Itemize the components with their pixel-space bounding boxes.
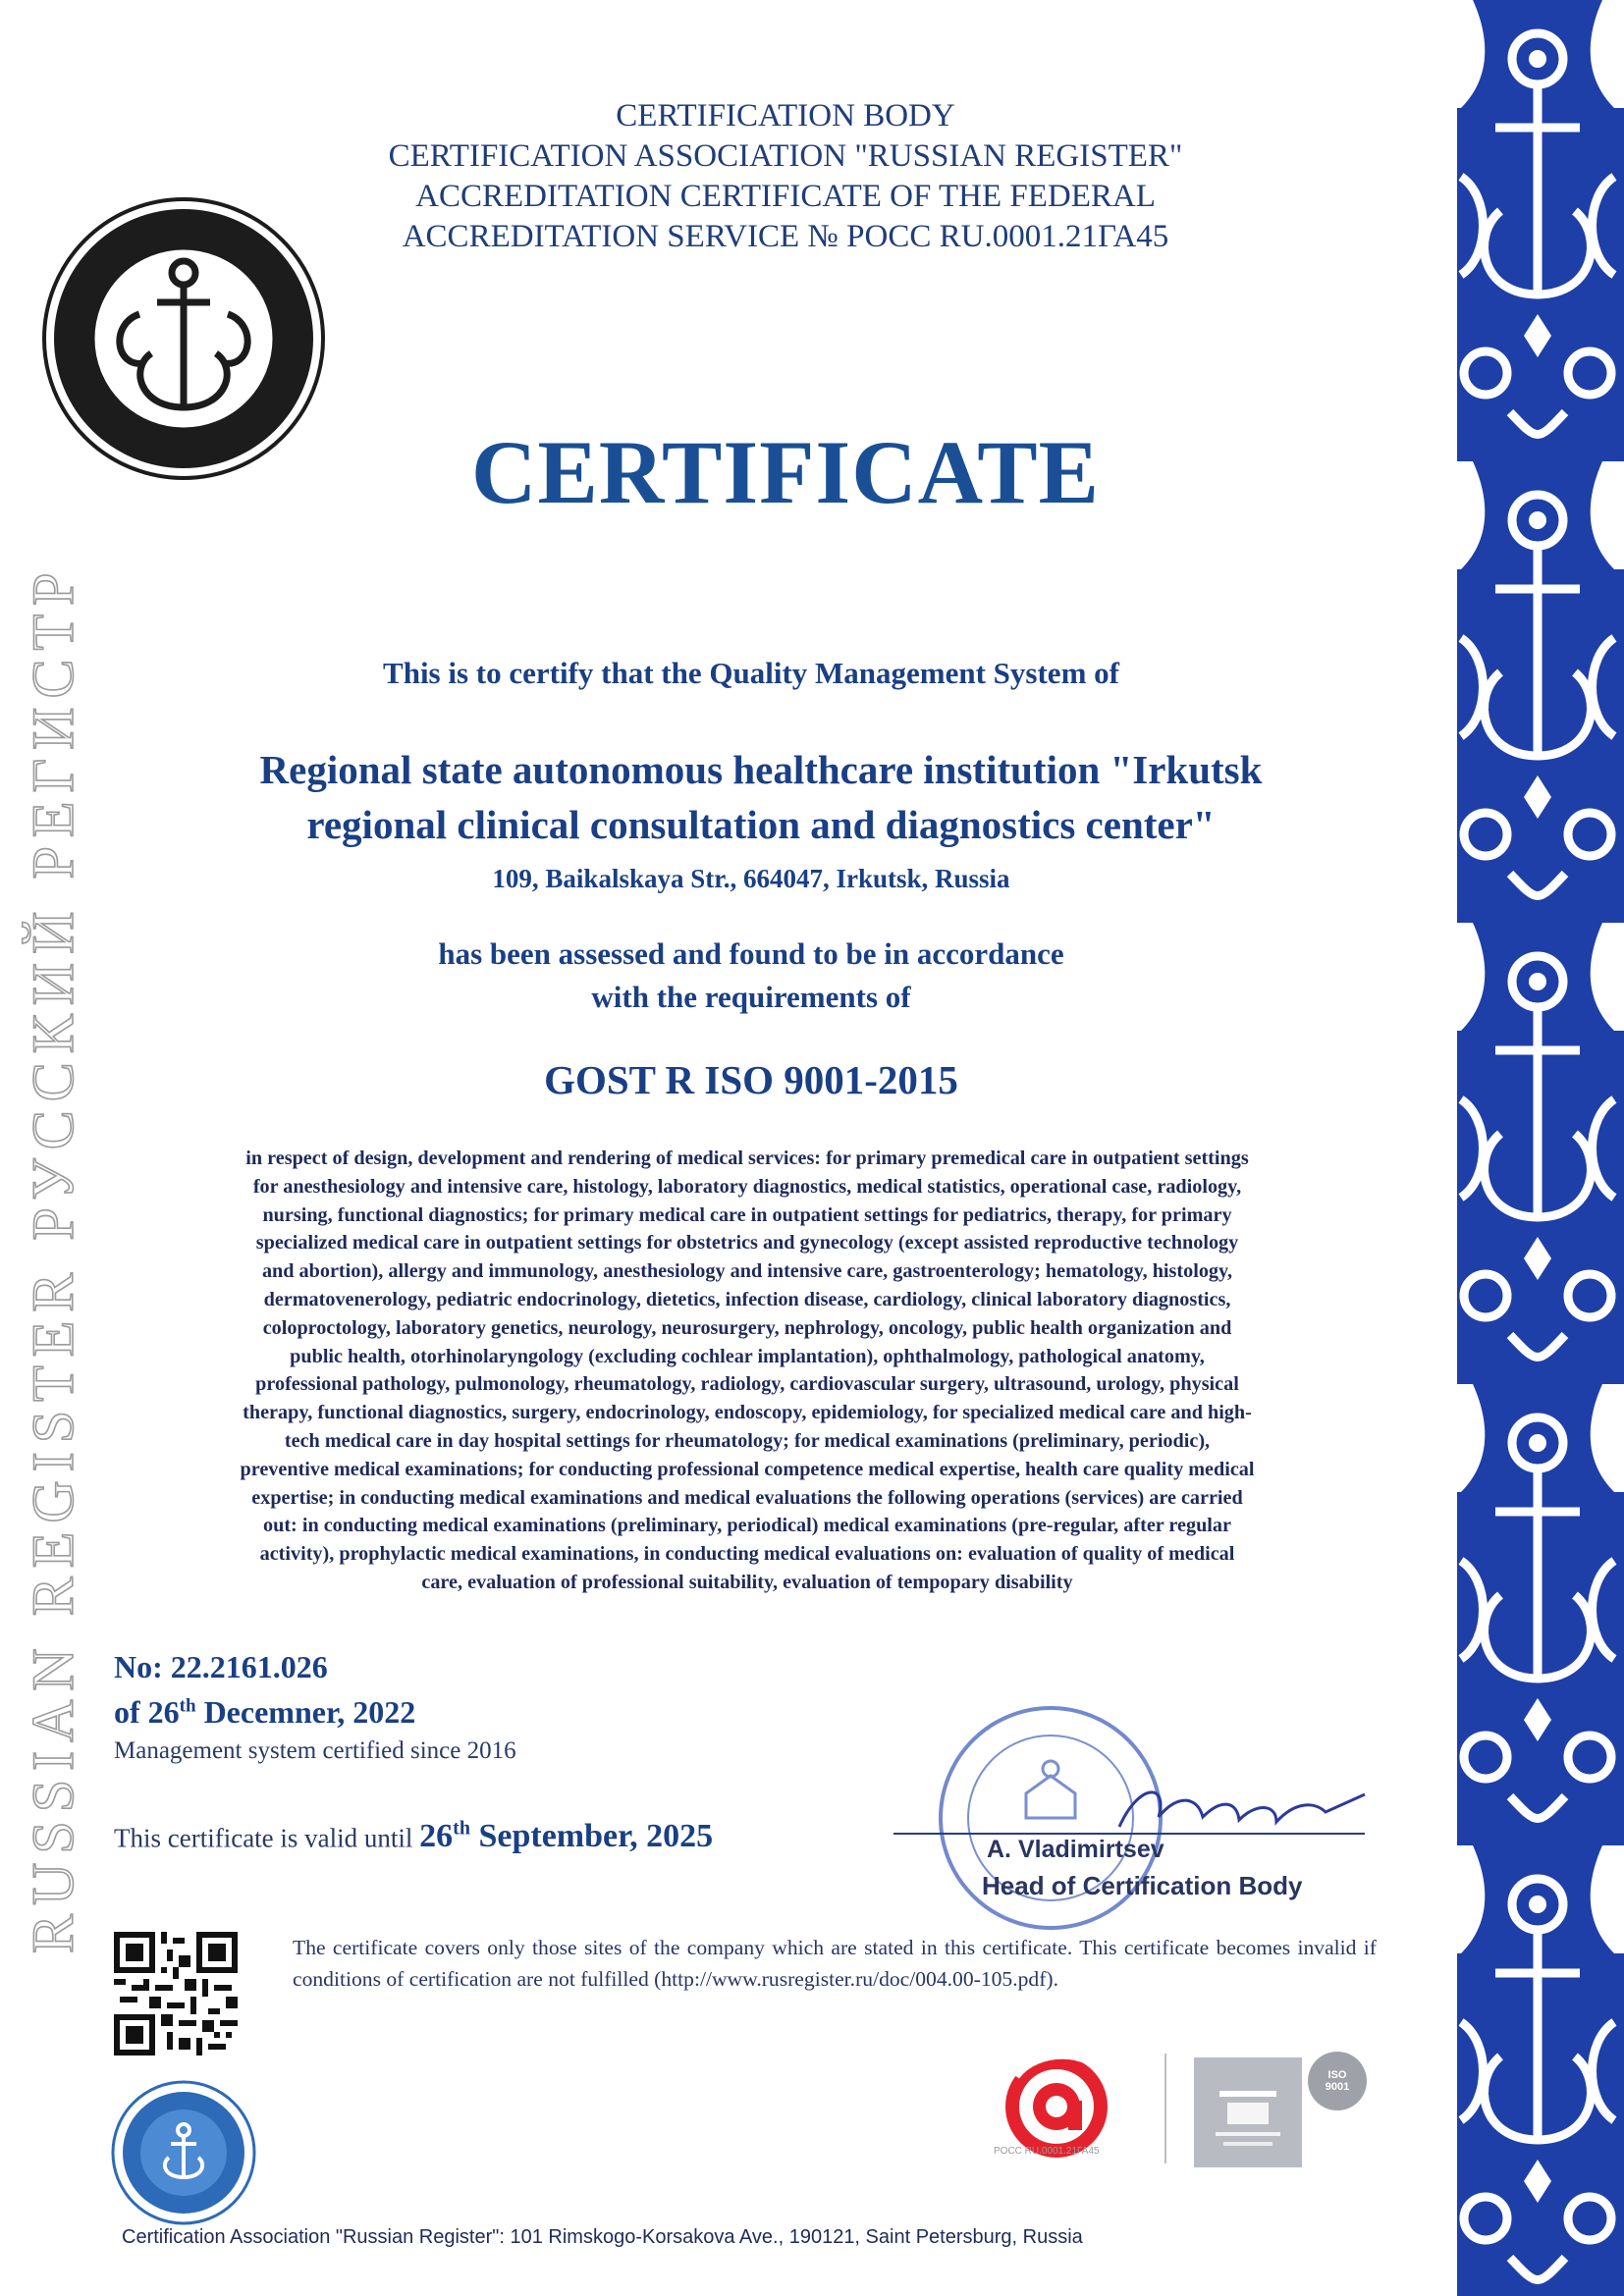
organization-name-line: Regional state autonomous healthcare institution "Irkutsk	[259, 747, 1263, 792]
certificate-date-sup: th	[179, 1695, 196, 1717]
certificate-date-suffix: Decemner, 2022	[195, 1694, 416, 1730]
scope-line: therapy, functional diagnostics, surgery, endocrinology, endoscopy, epidemiology, for specialized medical care and high-	[243, 1402, 1252, 1424]
scope-line: nursing, functional diagnostics; for primary medical care in outpatient settings for pediatrics, therapy, for primary	[262, 1203, 1232, 1226]
valid-prefix: This certificate is valid until	[114, 1823, 420, 1853]
iaf-mark	[1194, 2057, 1302, 2167]
organization-name	[118, 742, 1404, 852]
iaf-code: POCC RU.0001.21ГА45	[994, 2146, 1100, 2157]
certificate-notice: The certificate covers only those sites of the company which are stated in this certificate. This certificate becomes invalid if conditions of certification are not fulfilled (http://www.rusregister.ru/doc/004.00-105.pdf).	[293, 1936, 1377, 1991]
organization-name-line: regional clinical consultation and diagnostics center"	[306, 802, 1216, 847]
accreditation-logo	[998, 2050, 1115, 2160]
scope-of-certification	[110, 1145, 1384, 1597]
certificate-number: No: 22.2161.026	[114, 1649, 328, 1684]
assessment-line: with the requirements of	[591, 980, 911, 1014]
scope-line: for anesthesiology and intensive care, histology, laboratory diagnostics, medical statistics, operational case, radiology,	[252, 1175, 1242, 1198]
header-line: CERTIFICATION ASSOCIATION "RUSSIAN REGISTER"	[388, 138, 1183, 174]
iso-badge-text: ISO 9001	[1325, 2069, 1350, 2093]
validity-statement	[114, 1818, 713, 1855]
scope-line: activity), prophylactic medical examinations, in conducting medical evaluations on: evaluation of quality of medical	[259, 1543, 1235, 1566]
scope-line: preventive medical examinations; for conducting professional competence medical expertise, health care quality medical	[240, 1458, 1255, 1480]
signer-name: A. Vladimirtsev	[987, 1836, 1164, 1863]
russian-register-seal-logo	[41, 196, 326, 481]
footer-address: Certification Association "Russian Register": 101 Rimskogo-Korsakova Ave., 190121, Saint Petersburg, Russia	[122, 2226, 1083, 2248]
valid-day: 26	[419, 1818, 454, 1855]
scope-line: professional pathology, pulmonology, rheumatology, radiology, cardiovascular surgery, ultrasound, urology, physical	[255, 1373, 1239, 1396]
signer-title: Head of Certification Body	[982, 1871, 1303, 1900]
scope-line: expertise; in conducting medical examinations and medical evaluations the following operations (services) are carried	[251, 1486, 1243, 1509]
vertical-watermark: RUSSIAN REGISTER РУССКИЙ РЕГИСТР	[21, 563, 85, 1953]
standard-name: GOST R ISO 9001-2015	[544, 1057, 958, 1102]
header-line: ACCREDITATION CERTIFICATE OF THE FEDERAL	[415, 179, 1156, 214]
scope-line: care, evaluation of professional suitability, evaluation of tempopary disability	[421, 1571, 1073, 1593]
scope-line: coloproctology, laboratory genetics, neurology, neurosurgery, nephrology, oncology, public health organization and	[262, 1316, 1232, 1339]
scope-line: and abortion), allergy and immunology, anesthesiology and intensive care, gastroenterology; hematology, histology,	[261, 1260, 1233, 1283]
certification-body-header	[295, 96, 1276, 257]
valid-rest: September, 2025	[469, 1818, 714, 1855]
assessment-statement	[196, 933, 1306, 1019]
logo-divider	[1164, 2054, 1166, 2163]
header-line: CERTIFICATION BODY	[616, 98, 955, 133]
scope-line: dermatovenerology, pediatric endocrinology, dietetics, infection disease, cardiology, clinical laboratory diagnostics,	[263, 1288, 1231, 1310]
qr-code	[114, 1932, 238, 2056]
assessment-line: has been assessed and found to be in accordance	[438, 936, 1064, 971]
scope-line: tech medical care in day hospital settings for rheumatology; for medical examinations (preliminary, periodic),	[284, 1429, 1211, 1452]
certificate-title: CERTIFICATE	[471, 422, 1100, 522]
scope-line: specialized medical care in outpatient settings for obstetrics and gynecology (except assisted reproductive technology	[255, 1232, 1239, 1255]
russian-register-gost-badge	[110, 2079, 257, 2226]
valid-sup: th	[453, 1818, 470, 1840]
organization-address: 109, Baikalskaya Str., 664047, Irkutsk, Russia	[492, 864, 1010, 893]
scope-line: out: in conducting medical examinations (preliminary, periodical) medical examinations (pre-regular, after regular	[263, 1515, 1231, 1537]
intro-text: This is to certify that the Quality Management System of	[383, 656, 1119, 690]
certificate-date-prefix: of 26	[114, 1694, 180, 1730]
iso-9001-circle-badge	[1308, 2052, 1367, 2110]
certificate-date	[114, 1694, 415, 1731]
scope-line: in respect of design, development and rendering of medical services: for primary premedical care in outpatient settings	[245, 1148, 1249, 1169]
certified-since: Management system certified since 2016	[114, 1737, 516, 1764]
valid-date	[419, 1818, 713, 1854]
decorative-ornament-band	[1451, 0, 1624, 2296]
scope-line: public health, otorhinolaryngology (excluding cochlear implantation), ophthalmology, pathological anatomy,	[290, 1345, 1205, 1367]
header-line: ACCREDITATION SERVICE № POCC RU.0001.21ГА45	[402, 219, 1169, 254]
